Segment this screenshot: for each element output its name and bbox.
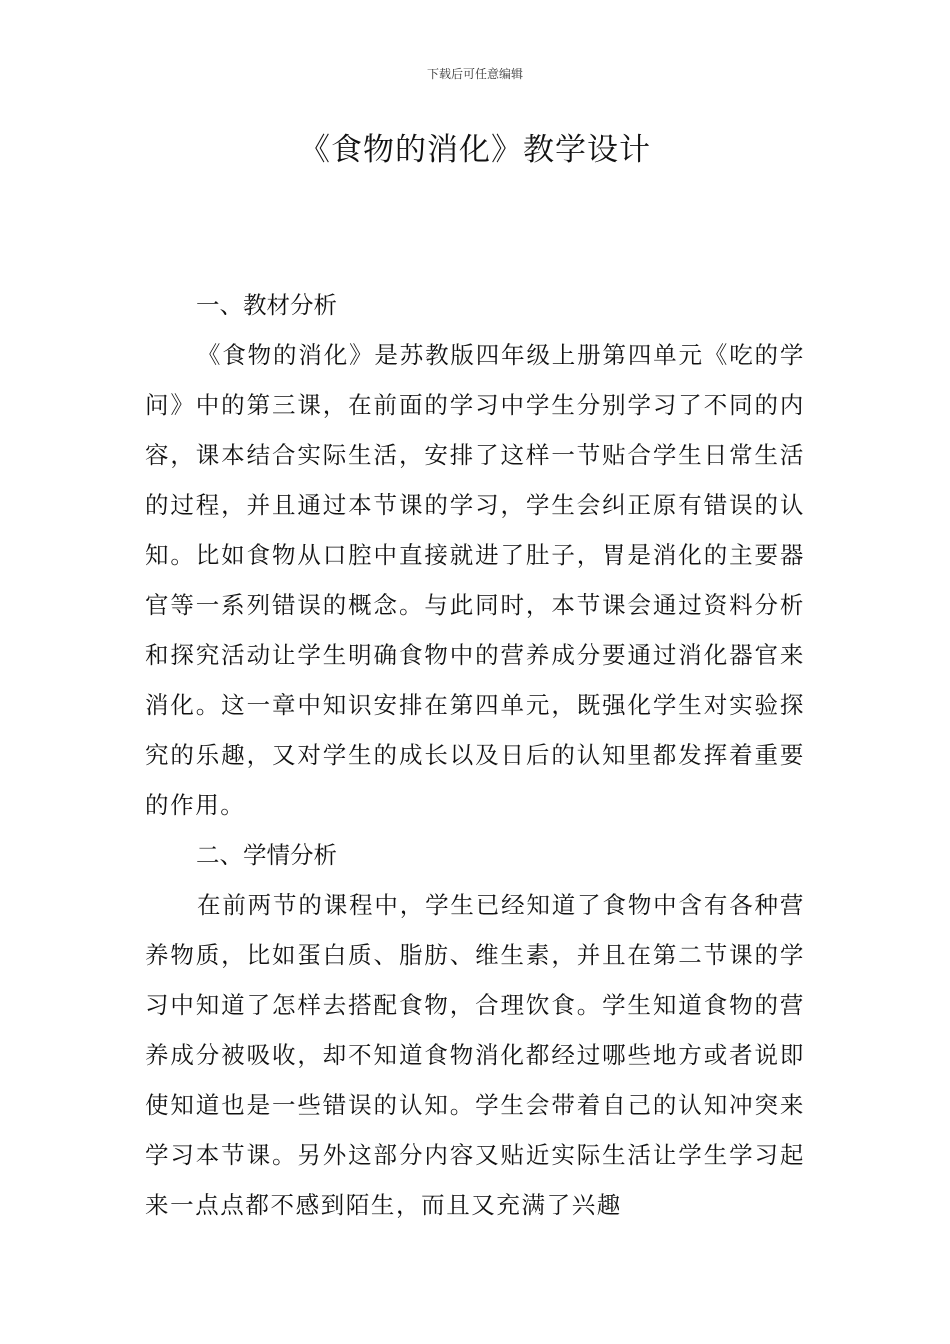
- document-body: [145, 280, 805, 1230]
- section-paragraph: 在前两节的课程中，学生已经知道了食物中含有各种营养物质，比如蛋白质、脂肪、维生素，并且在第二节课的学习中知道了怎样去搭配食物，合理饮食。学生知道食物的营养成分被吸收，却不知道食物消化都经过哪些地方或者说即使知道也是一些错误的认知。学生会带着自己的认知冲突来学习本节课。另外这部分内容又贴近实际生活让学生学习起来一点点都不感到陌生，而且又充满了兴趣: [145, 891, 805, 1219]
- document-title: 《食物的消化》教学设计: [299, 132, 651, 168]
- section-textbook-analysis: [145, 280, 805, 830]
- section-heading: 一、教材分析: [196, 291, 337, 319]
- section-heading: 二、学情分析: [196, 841, 337, 869]
- section-paragraph: 《食物的消化》是苏教版四年级上册第四单元《吃的学问》中的第三课，在前面的学习中学生分别学习了不同的内容，课本结合实际生活，安排了这样一节贴合学生日常生活的过程，并且通过本节课的学习，学生会纠正原有错误的认知。比如食物从口腔中直接就进了肚子，胃是消化的主要器官等一系列错误的概念。与此同时，本节课会通过资料分析和探究活动让学生明确食物中的营养成分要通过消化器官来消化。这一章中知识安排在第四单元，既强化学生对实验探究的乐趣，又对学生的成长以及日后的认知里都发挥着重要的作用。: [145, 341, 805, 819]
- header-note: 下载后可任意编辑: [426, 67, 523, 81]
- section-learner-analysis: [145, 830, 805, 1230]
